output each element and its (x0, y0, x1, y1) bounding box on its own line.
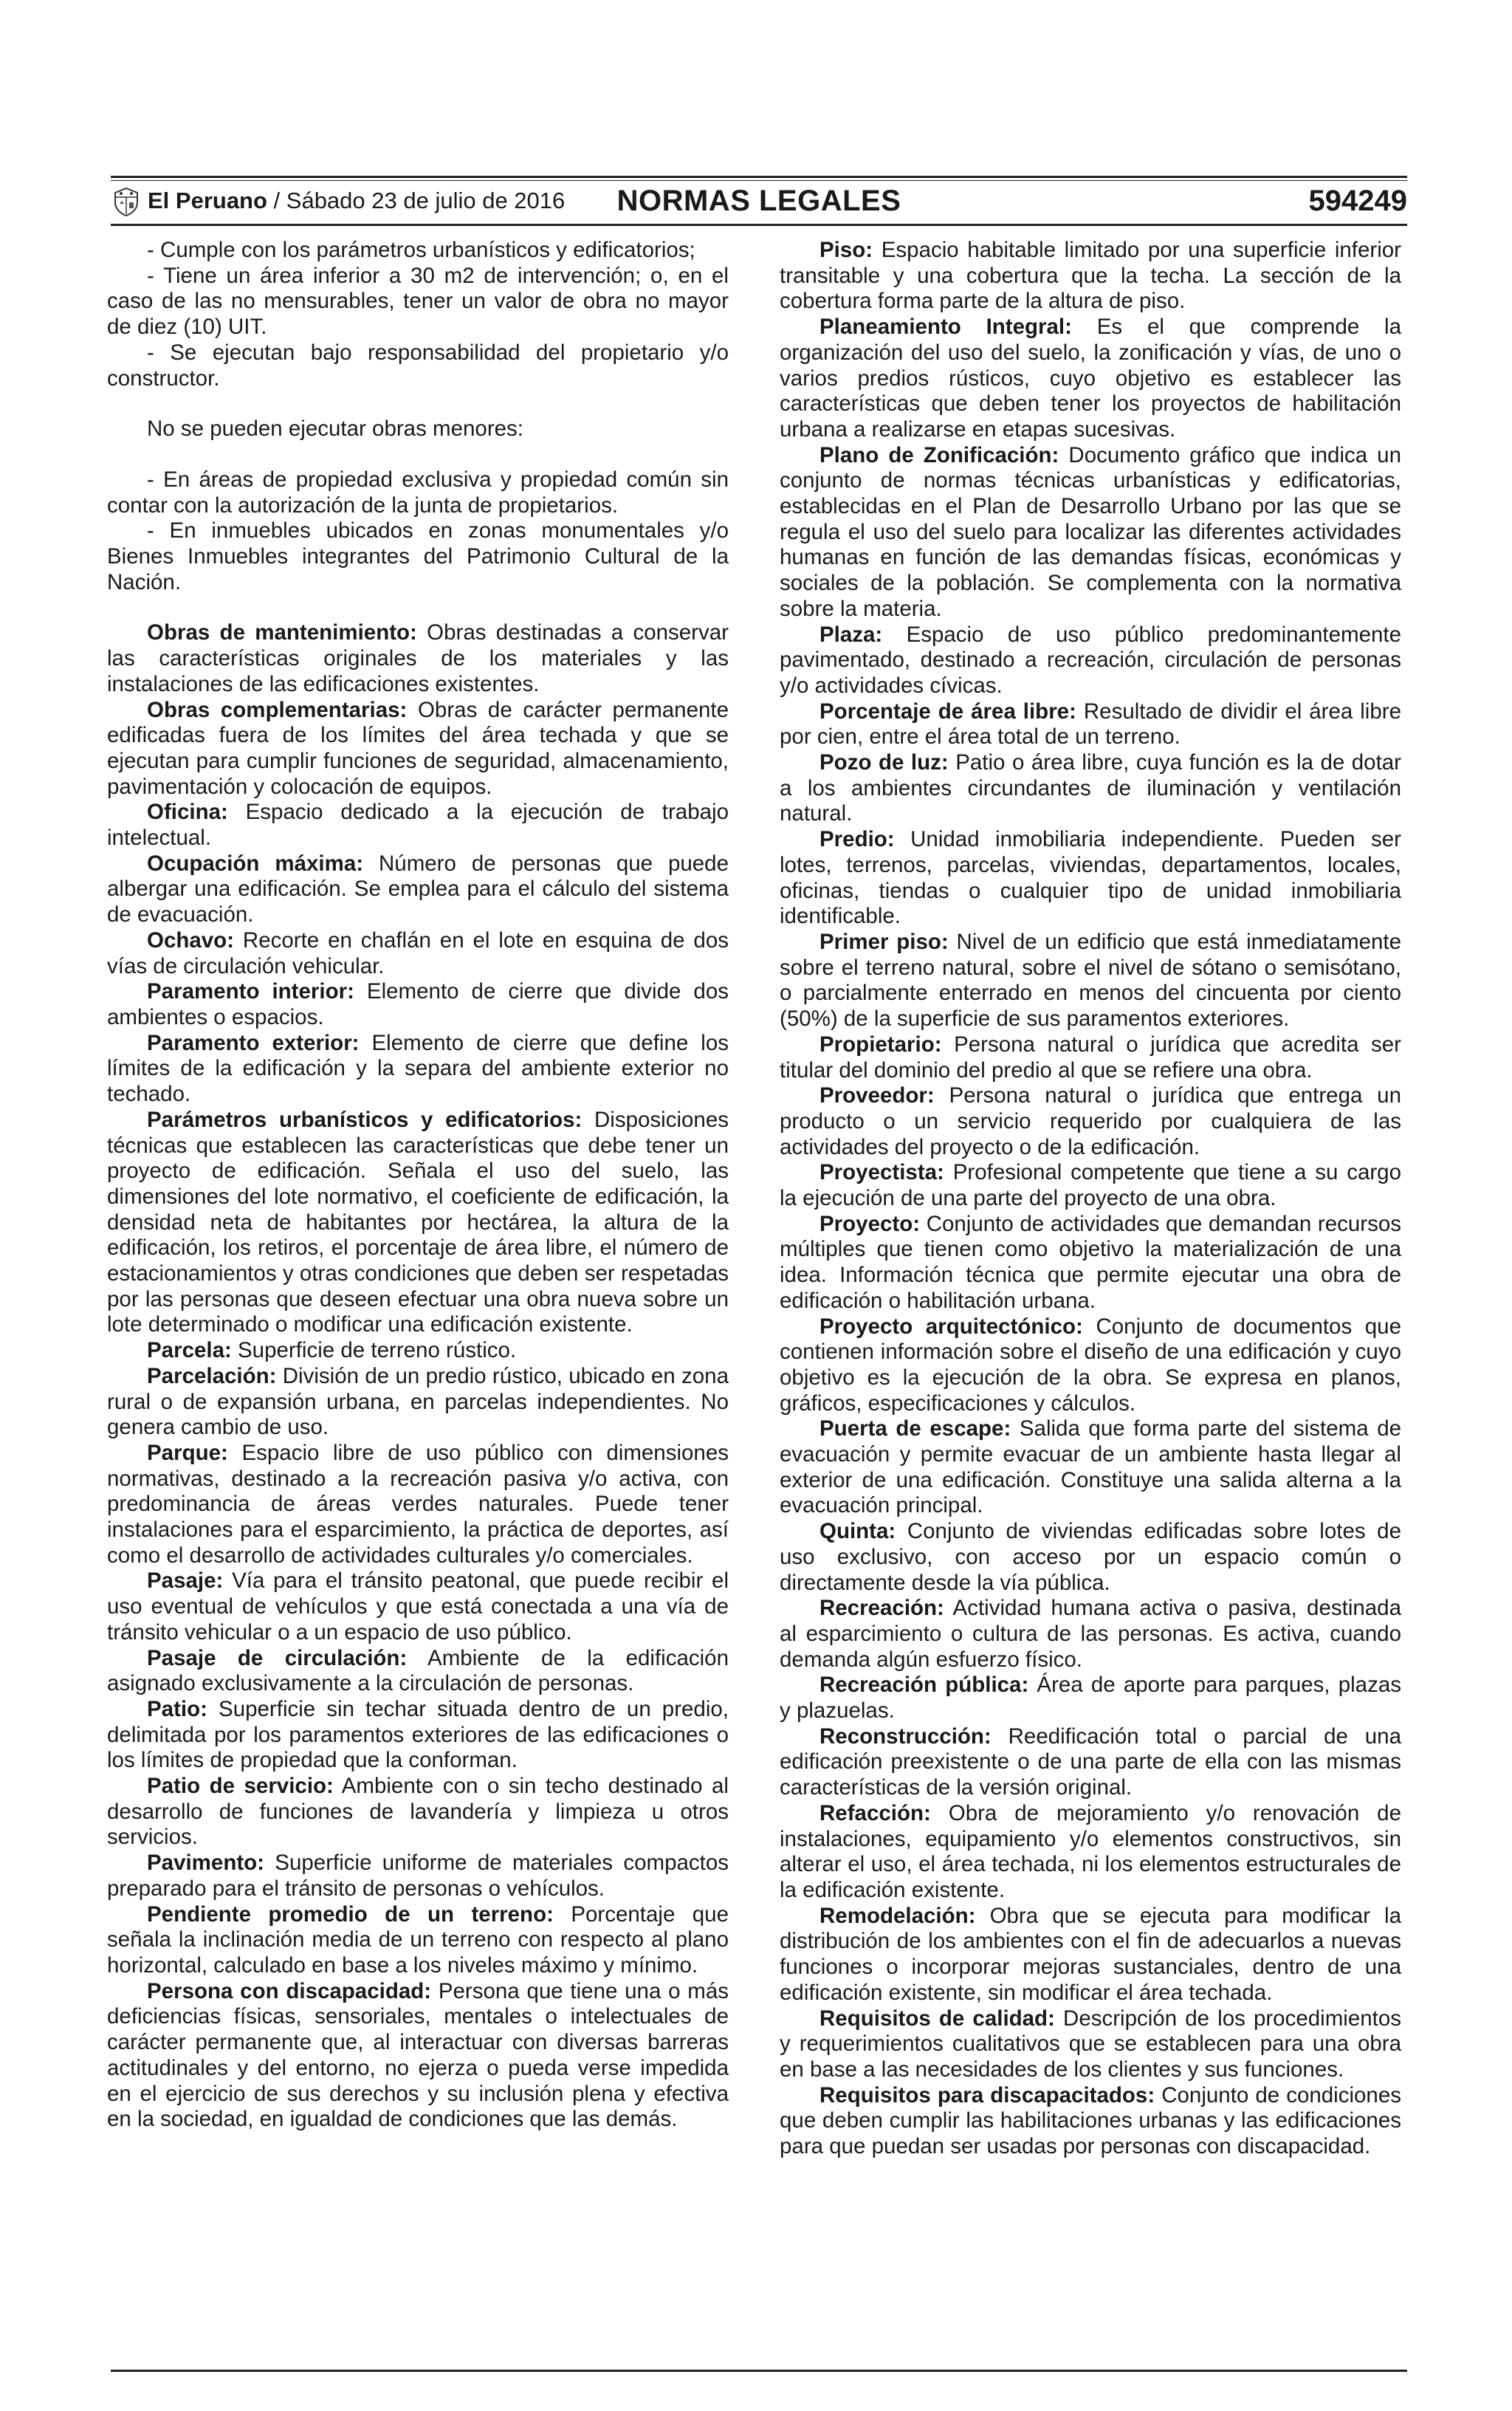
definition-entry (780, 443, 1401, 623)
paragraph-spacer (107, 391, 729, 416)
definition-term: Recreación: (819, 1596, 944, 1621)
definition-text: - En inmuebles ubicados en zonas monumentales y/o Bienes Inmuebles integrantes del Patrimonio Cultural de la Nación. (107, 518, 729, 594)
paragraph (107, 238, 729, 264)
section-title: NORMAS LEGALES (616, 185, 901, 217)
definition-text: Conjunto de condiciones que deben cumplir las habilitaciones urbanas y las edificaciones para que puedan ser usadas por personas con discapacidad. (780, 2082, 1401, 2159)
definition-entry (780, 1032, 1401, 1083)
definition-term: Plaza: (819, 622, 883, 647)
definition-entry (780, 1519, 1401, 1596)
definition-entry (780, 1673, 1401, 1724)
definition-entry (780, 1801, 1401, 1904)
definition-term: Proyecto arquitectónico: (819, 1314, 1083, 1339)
definition-text: Elemento de cierre que divide dos ambientes o espacios. (107, 979, 729, 1029)
definition-text: División de un predio rústico, ubicado en zona rural o de expansión urbana, en parcelas independientes. No genera cambio de uso. (107, 1363, 729, 1440)
definition-entry (107, 851, 729, 928)
right-column (780, 238, 1401, 2160)
page-number: 594249 (1308, 185, 1407, 217)
definition-term: Planeamiento Integral: (819, 315, 1072, 340)
definition-text: Ambiente con o sin techo destinado al desarrollo de funciones de lavandería y limpieza u otros servicios. (107, 1774, 729, 1850)
definition-text: Es el que comprende la organización del uso del suelo, la zonificación y vías, de uno o varios predios rústicos, cuyo objetivo es establecer las características que deben tener los proyectos de habilitación urbana a realizarse en etapas sucesivas. (780, 315, 1401, 442)
definition-entry (780, 1596, 1401, 1673)
definition-term: Pasaje de circulación: (147, 1645, 408, 1670)
definition-entry (780, 930, 1401, 1032)
paragraph (107, 340, 729, 391)
definition-term: Patio: (147, 1696, 207, 1721)
definition-term: Predio: (819, 827, 895, 852)
definition-term: Remodelación: (819, 1903, 976, 1928)
definition-text: Obra que se ejecuta para modificar la distribución de los ambientes con el fin de adecuarlos a nuevas funciones o incorporar mejoras sustanciales, dentro de una edificación existente, sin modificar el área techada. (780, 1903, 1401, 2005)
paragraph-spacer (107, 442, 729, 467)
definition-text: Obras de carácter permanente edificadas fuera de los límites del área techada y que se ejecutan para cumplir funciones de seguridad, almacenamiento, pavimentación y colocación de equipos. (107, 697, 729, 799)
definition-term: Primer piso: (819, 929, 949, 954)
footer-rule (111, 2370, 1407, 2372)
header-rule-top (111, 176, 1407, 178)
definition-entry (780, 315, 1401, 443)
definition-text: Porcentaje que señala la inclinación media de un terreno con respecto al plano horizontal, calculado en base a los niveles máximo y mínimo. (107, 1901, 729, 1978)
paragraph (107, 416, 729, 442)
definition-text: Obras destinadas a conservar las características originales de los materiales y las instalaciones de las edificaciones existentes. (107, 620, 729, 696)
definition-term: Refacción: (819, 1800, 931, 1825)
definition-term: Recreación pública: (819, 1673, 1029, 1698)
definition-entry (780, 1904, 1401, 2006)
definition-term: Pendiente promedio de un terreno: (147, 1901, 554, 1927)
definition-text: Superficie uniforme de materiales compactos preparado para el tránsito de personas o vehículos. (107, 1851, 729, 1901)
definition-term: Proyecto: (819, 1211, 921, 1236)
definition-entry (107, 1031, 729, 1108)
page-header (111, 180, 1407, 223)
paragraph-spacer (107, 595, 729, 620)
left-column (107, 238, 729, 2133)
definition-entry (107, 1902, 729, 1979)
definition-term: Persona con discapacidad: (147, 1978, 432, 2003)
definition-text: Persona natural o jurídica que acredita ser titular del dominio del predio al que se refiere una obra. (780, 1032, 1401, 1083)
definition-text: - En áreas de propiedad exclusiva y propiedad común sin contar con la autorización de la junta de propietarios. (107, 467, 729, 518)
definition-entry (107, 1851, 729, 1901)
definition-term: Ocupación máxima: (147, 851, 364, 876)
definition-term: Obras complementarias: (147, 697, 408, 722)
definition-term: Parcela: (147, 1338, 232, 1363)
definition-term: Quinta: (819, 1519, 896, 1544)
definition-text: Obra de mejoramiento y/o renovación de instalaciones, equipamiento y/o elementos constructivos, sin alterar el uso, el área techada, ni los elementos estructurales de la edificación existente. (780, 1800, 1401, 1902)
definition-entry (107, 1646, 729, 1697)
brand-name: El Peruano (148, 188, 267, 213)
definition-term: Pozo de luz: (819, 750, 949, 775)
definition-text: Espacio de uso público predominantemente pavimentado, destinado a recreación, circulación de personas y/o actividades cívicas. (780, 622, 1401, 698)
definition-text: Patio o área libre, cuya función es la de dotar a los ambientes circundantes de iluminación y ventilación natural. (780, 750, 1402, 826)
definition-text: Espacio habitable limitado por una superficie inferior transitable y una cobertura que la techa. La sección de la cobertura forma parte de la altura de piso. (780, 238, 1401, 314)
definition-text: Espacio libre de uso público con dimensiones normativas, destinado a la recreación pasiva y/o activa, con predominancia de áreas verdes naturales. Puede tener instalaciones para el esparcimiento, la práctica de deportes, así como el desarrollo de actividades culturales y/o comerciales. (107, 1440, 729, 1568)
definition-text: Conjunto de actividades que demandan recursos múltiples que tienen como objetivo la materialización de una idea. Información técnica que permite ejecutar una obra de edificación o habilitación urbana. (780, 1211, 1401, 1313)
paragraph (107, 518, 729, 595)
definition-text: Vía para el tránsito peatonal, que puede recibir el uso eventual de vehículos y que está conectada a una vía de tránsito vehicular o a un espacio de uso público. (107, 1568, 729, 1645)
definition-term: Ochavo: (147, 927, 235, 953)
definition-term: Parcelación: (147, 1363, 277, 1388)
definition-text: Reedificación total o parcial de una edificación preexistente o de una parte de ella con las mismas características de la versión original. (780, 1724, 1401, 1800)
definition-term: Pavimento: (147, 1851, 265, 1876)
definition-text: Profesional competente que tiene a su cargo la ejecución de una parte del proyecto de una obra. (780, 1160, 1401, 1211)
definition-entry (780, 1724, 1401, 1801)
header-date: / Sábado 23 de julio de 2016 (267, 188, 566, 213)
definition-text: Área de aporte para parques, plazas y plazuelas. (780, 1673, 1401, 1724)
definition-entry (780, 2083, 1401, 2160)
definition-entry (780, 238, 1401, 315)
definition-text: Persona que tiene una o más deficiencias físicas, sensoriales, mentales o intelectuales de carácter permanente que, al interactuar con diversas barreras actitudinales y del entorno, no ejerza o pueda verse impedida en el ejercicio de sus derechos y su inclusión plena y efectiva en la sociedad, en igualdad de condiciones que las demás. (107, 1978, 729, 2132)
definition-entry (107, 698, 729, 800)
definition-text: Elemento de cierre que define los límites de la edificación y la separa del ambiente exterior no techado. (107, 1030, 729, 1107)
definition-term: Proveedor: (819, 1083, 935, 1108)
definition-term: Patio de servicio: (147, 1774, 334, 1799)
definition-term: Proyectista: (819, 1160, 944, 1185)
definition-text: Recorte en chaflán en el lote en esquina de dos vías de circulación vehicular. (107, 927, 729, 978)
definition-term: Oficina: (147, 800, 228, 825)
definition-term: Requisitos para discapacitados: (819, 2082, 1155, 2108)
definition-term: Pasaje: (147, 1568, 224, 1594)
definition-entry (107, 979, 729, 1030)
definition-term: Paramento interior: (147, 979, 354, 1004)
definition-entry (780, 750, 1401, 827)
definition-text: Actividad humana activa o pasiva, destinada al esparcimiento o cultura de las personas. Es activa, cuando demanda algún esfuerzo físico. (780, 1596, 1401, 1672)
definition-text: Disposiciones técnicas que establecen las características que debe tener un proyecto de edificación. Señala el uso del suelo, las dimensiones del lote normativo, el coeficiente de edificación, la densidad neta de habitantes por hectárea, la altura de la edificación, los retiros, el porcentaje de área libre, el número de estacionamientos y otras condiciones que deben ser respetadas por las personas que deseen efectuar una obra nueva sobre un lote determinado o modificar una edificación existente. (107, 1107, 729, 1337)
definition-term: Porcentaje de área libre: (819, 699, 1076, 724)
definition-text: Superficie sin techar situada dentro de un predio, delimitada por los paramentos exteriores de las edificaciones o los límites de propiedad que la conforman. (107, 1696, 729, 1773)
definition-entry (780, 623, 1401, 699)
definition-entry (107, 620, 729, 697)
definition-entry (107, 928, 729, 979)
definition-entry (780, 1416, 1401, 1519)
definition-entry (107, 1441, 729, 1569)
definition-entry (107, 1338, 729, 1364)
definition-entry (780, 1314, 1401, 1417)
definition-entry (107, 800, 729, 851)
definition-text: - Se ejecutan bajo responsabilidad del propietario y/o constructor. (107, 340, 729, 391)
definition-text: Descripción de los procedimientos y requerimientos cualitativos que se establecen para una obra en base a las necesidades de los clientes y sus funciones. (780, 2006, 1401, 2082)
definition-term: Parámetros urbanísticos y edificatorios: (147, 1107, 583, 1132)
definition-entry (780, 1212, 1401, 1314)
definition-text: Conjunto de viviendas edificadas sobre lotes de uso exclusivo, con acceso por un espacio común o directamente desde la vía pública. (780, 1519, 1401, 1595)
definition-entry (780, 1083, 1401, 1160)
definition-term: Propietario: (819, 1032, 942, 1057)
header-rule-bottom (111, 224, 1407, 226)
definition-text: Documento gráfico que indica un conjunto de normas técnicas urbanísticas y edificatorias, establecidas en el Plan de Desarrollo Urbano por las que se regula el uso del suelo para localizar las diferentes actividades humanas en función de las demandas físicas, económicas y sociales de la población. Se complementa con la normativa sobre la materia. (780, 442, 1401, 621)
definition-term: Paramento exterior: (147, 1030, 360, 1055)
definition-text: Conjunto de documentos que contienen información sobre el diseño de una edificación y cuyo objetivo es la ejecución de la obra. Se expresa en planos, gráficos, especificaciones y cálculos. (780, 1314, 1401, 1416)
definition-term: Parque: (147, 1440, 228, 1465)
definition-text: Salida que forma parte del sistema de evacuación y permite evacuar de un ambiente hasta llegar al exterior de una edificación. Constituye una salida alterna a la evacuación principal. (780, 1416, 1402, 1518)
definition-entry (780, 699, 1401, 750)
definition-term: Plano de Zonificación: (819, 442, 1059, 467)
definition-term: Reconstrucción: (819, 1724, 992, 1749)
definition-entry (107, 1108, 729, 1338)
definition-term: Obras de mantenimiento: (147, 620, 417, 645)
definition-entry (780, 1160, 1401, 1211)
definition-text: - Tiene un área inferior a 30 m2 de intervención; o, en el caso de las no mensurables, tener un valor de obra no mayor de diez (10) UIT. (107, 263, 729, 340)
definition-term: Requisitos de calidad: (819, 2006, 1055, 2031)
definition-text: Espacio dedicado a la ejecución de trabajo intelectual. (107, 800, 729, 851)
definition-text: Persona natural o jurídica que entrega un producto o un servicio requerido por cualquiera de las actividades del proyecto o de la edificación. (780, 1083, 1401, 1159)
definition-entry (107, 1774, 729, 1851)
definition-text: Ambiente de la edificación asignado exclusivamente a la circulación de personas. (107, 1645, 729, 1696)
paragraph (107, 264, 729, 340)
definition-term: Puerta de escape: (819, 1416, 1011, 1441)
definition-text: Unidad inmobiliaria independiente. Pueden ser lotes, terrenos, parcelas, viviendas, departamentos, locales, oficinas, tiendas o cualquier tipo de unidad inmobiliaria identificable. (780, 827, 1401, 929)
definition-text: Nivel de un edificio que está inmediatamente sobre el terreno natural, sobre el nivel de sótano o semisótano, o parcialmente enterrado en menos del cincuenta por ciento (50%) de la superficie de sus paramentos exteriores. (780, 929, 1401, 1032)
definition-text: No se pueden ejecutar obras menores: (147, 416, 523, 442)
definition-entry (107, 1979, 729, 2133)
definition-entry (107, 1697, 729, 1774)
paragraph (107, 467, 729, 518)
definition-entry (780, 827, 1401, 930)
definition-text: Resultado de dividir el área libre por cien, entre el área total de un terreno. (780, 699, 1402, 750)
definition-entry (107, 1364, 729, 1441)
definition-entry (107, 1568, 729, 1645)
definition-text: - Cumple con los parámetros urbanísticos y edificatorios; (147, 238, 695, 262)
definition-entry (780, 2006, 1401, 2083)
definition-term: Piso: (819, 238, 873, 262)
definition-text: Superficie de terreno rústico. (231, 1338, 517, 1363)
definition-text: Número de personas que puede albergar una edificación. Se emplea para el cálculo del sistema de evacuación. (107, 851, 729, 927)
